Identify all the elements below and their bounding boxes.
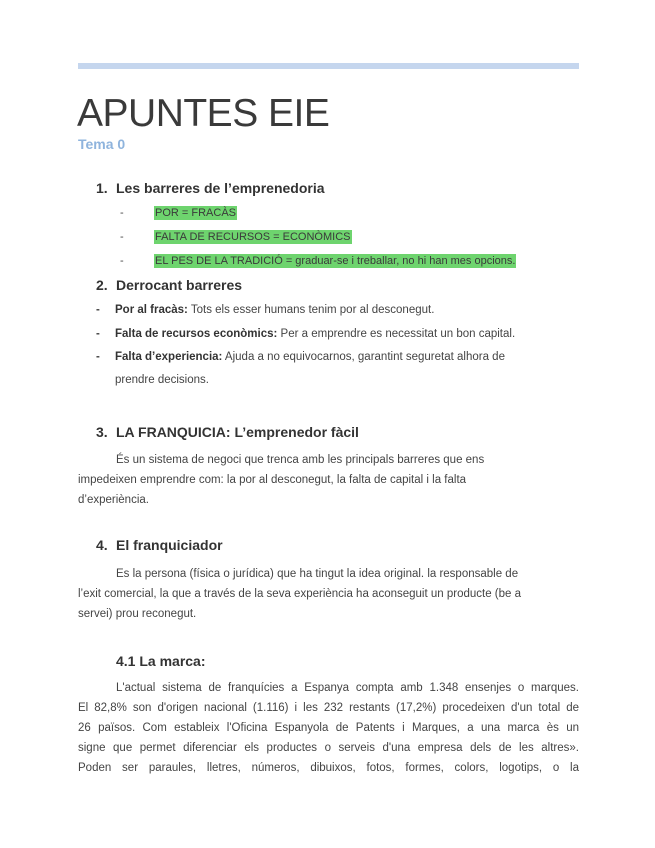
section-2-number: 2. bbox=[96, 277, 108, 293]
bullet-text: Ajuda a no equivocarnos, garantint seguretat alhora de bbox=[222, 351, 505, 363]
highlighted-text: FALTA DE RECURSOS = ECONÒMICS bbox=[155, 231, 351, 243]
section-1-title: Les barreres de l’emprenedoria bbox=[116, 180, 325, 196]
paragraph-line: servei) prou reconegut. bbox=[78, 608, 197, 620]
list-item: - EL PES DE LA TRADICIÓ = graduar-se i treballar, no hi han mes opcions. bbox=[120, 255, 516, 267]
section-3-paragraph bbox=[78, 450, 579, 510]
highlighted-text: EL PES DE LA TRADICIÓ = graduar-se i treballar, no hi han mes opcions. bbox=[155, 255, 516, 267]
bullet-text: Tots els esser humans tenim por al desconegut. bbox=[187, 304, 435, 316]
paragraph-line: És un sistema de negoci que trenca amb les principals barreres que ens bbox=[116, 454, 485, 466]
paragraph-line: signe que permet diferenciar els productes o serveis d'una empresa dels de les altres». bbox=[78, 742, 579, 754]
bullet-item: - Falta d’experiencia: Ajuda a no equivocarnos, garantint seguretat alhora de bbox=[96, 351, 505, 363]
paragraph-line: l’exit comercial, la que a través de la seva experiència ha aconseguit un producte (be a bbox=[78, 588, 522, 600]
paragraph-line: El 82,8% son d'origen nacional (1.116) i les 232 restants (17,2%) procedeixen d'un total de bbox=[78, 702, 579, 714]
bullet-label: Por al fracàs: bbox=[115, 304, 188, 316]
bullet-continuation: prendre decisions. bbox=[115, 374, 209, 386]
section-4-1-paragraph bbox=[78, 678, 579, 778]
section-4-1-heading: 4.1 La marca: bbox=[116, 653, 206, 669]
section-3-number: 3. bbox=[96, 424, 108, 440]
paragraph-line: d’experiència. bbox=[78, 494, 149, 506]
section-3-title: LA FRANQUICIA: L’emprenedor fàcil bbox=[116, 424, 359, 440]
section-4-heading bbox=[96, 537, 223, 553]
bullet-item: - Falta de recursos econòmics: Per a emprendre es necessitat un bon capital. bbox=[96, 328, 516, 340]
highlighted-text: POR = FRACÀS bbox=[155, 207, 236, 219]
bullet-label: Falta de recursos econòmics: bbox=[115, 328, 278, 340]
section-3-heading bbox=[96, 424, 359, 440]
section-2-heading bbox=[96, 277, 242, 293]
bullet-label: Falta d’experiencia: bbox=[115, 351, 223, 363]
section-4-number: 4. bbox=[96, 537, 108, 553]
document-subtitle: Tema 0 bbox=[78, 136, 126, 152]
paragraph-line: Poden ser paraules, lletres, números, dibuixos, fotos, formes, colors, logotips, o la bbox=[78, 762, 579, 774]
list-item: - FALTA DE RECURSOS = ECONÒMICS bbox=[120, 231, 351, 243]
paragraph-line: L'actual sistema de franquícies a Espanya compta amb 1.348 ensenjes o marques. bbox=[116, 682, 579, 694]
section-1-number: 1. bbox=[96, 180, 108, 196]
section-1-heading bbox=[96, 180, 325, 196]
bullet-item: - Por al fracàs: Tots els esser humans tenim por al desconegut. bbox=[96, 304, 435, 316]
section-2-title: Derrocant barreres bbox=[116, 277, 243, 293]
paragraph-line: Es la persona (física o jurídica) que ha tingut la idea original. la responsable de bbox=[116, 568, 519, 580]
section-4-title: El franquiciador bbox=[116, 537, 223, 553]
document-title: APUNTES EIE bbox=[77, 92, 330, 135]
paragraph-line: impedeixen emprendre com: la por al desconegut, la falta de capital i la falta bbox=[78, 474, 467, 486]
list-item: - POR = FRACÀS bbox=[120, 207, 236, 219]
bullet-text: Per a emprendre es necessitat un bon capital. bbox=[277, 328, 516, 340]
title-rule bbox=[78, 63, 579, 69]
paragraph-line: 26 països. Com estableix l'Oficina Espanyola de Patents i Marques, a una marca ès un bbox=[78, 722, 579, 734]
section-4-paragraph bbox=[78, 564, 579, 624]
